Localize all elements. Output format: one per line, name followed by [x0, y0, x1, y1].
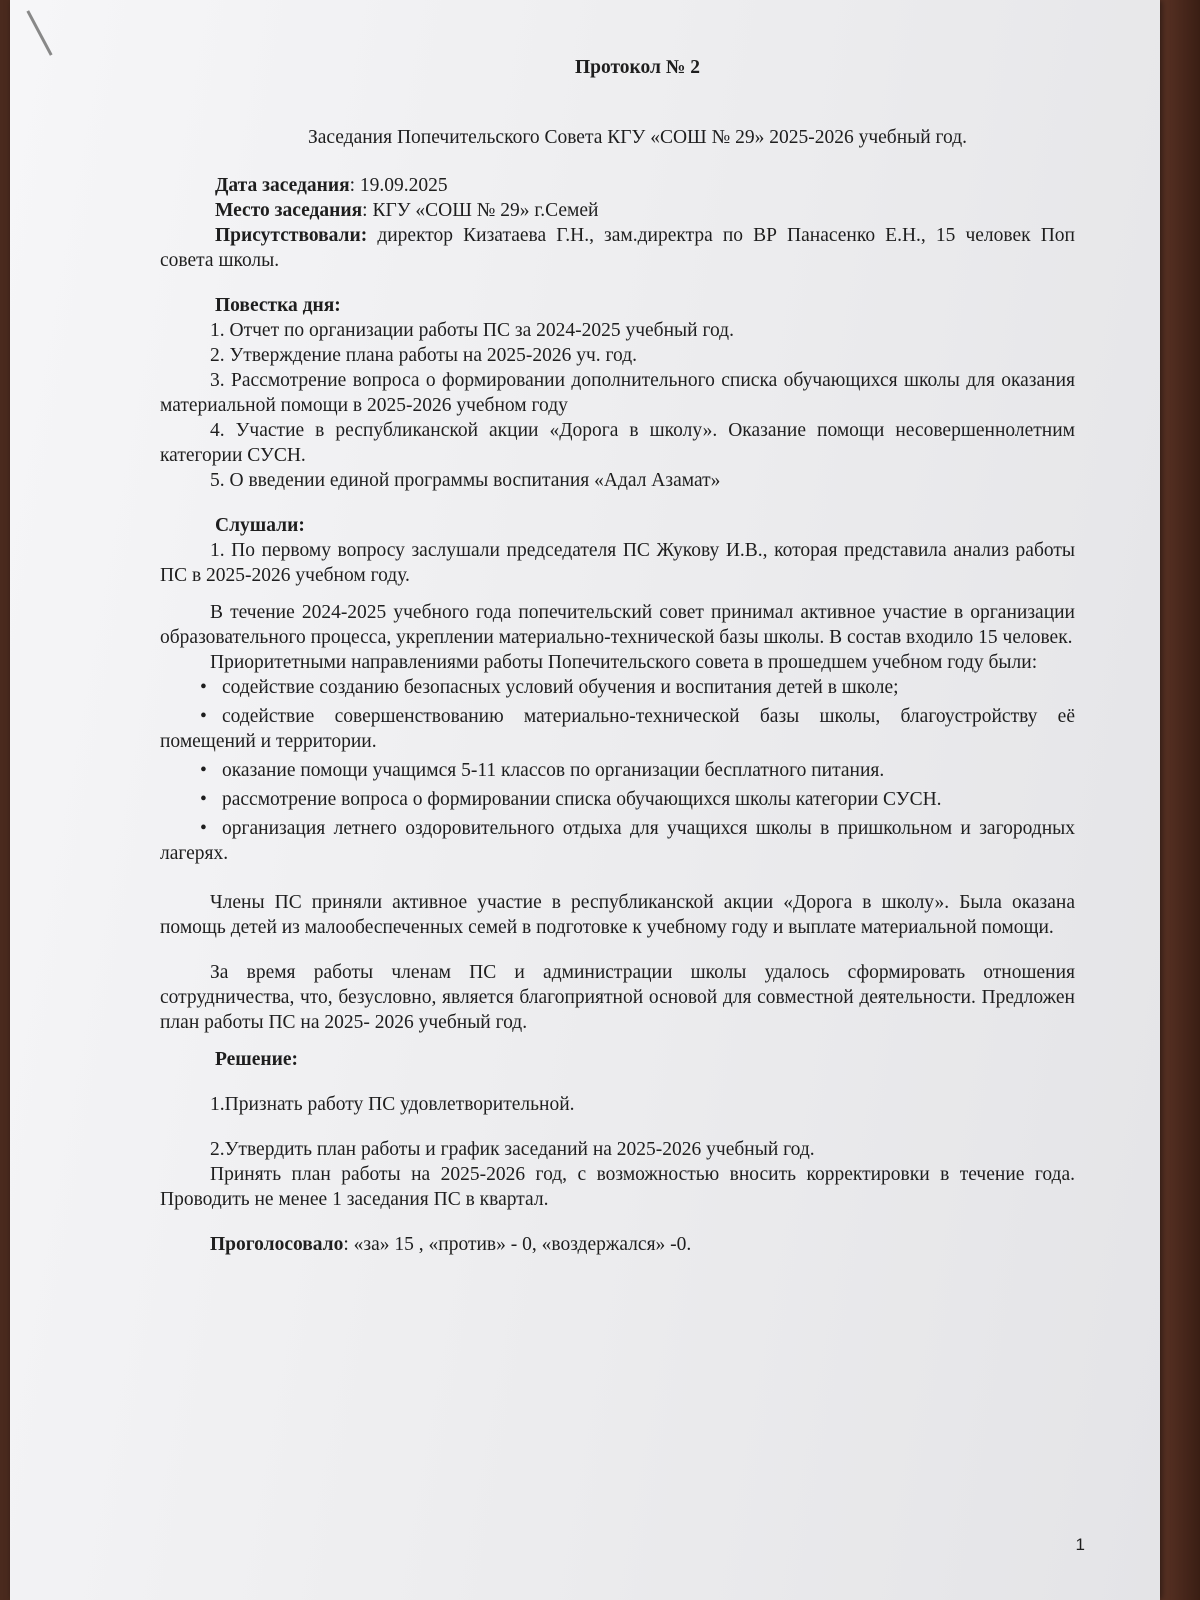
list-item	[160, 787, 1075, 812]
page-number: 1	[1075, 1535, 1085, 1554]
document-subtitle: Заседания Попечительского Совета КГУ «СОШ № 29» 2025-2026 учебный год.	[307, 127, 968, 148]
document-body	[160, 55, 1075, 1257]
meeting-date	[160, 173, 1075, 198]
list-item-text: оказание помощи учащимся 5-11 классов по организации бесплатного питания.	[222, 760, 885, 781]
decision-detail: Принять план работы на 2025-2026 год, с возможностью вносить корректировки в течение года. Проводить не менее 1 заседания ПС в квартал.	[160, 1164, 1075, 1210]
attendees	[160, 223, 1075, 273]
list-item-text: организация летнего оздоровительного отдыха для учащихся школы в пришкольном и загородных лагерях.	[160, 818, 1075, 864]
list-item	[160, 816, 1075, 866]
agenda-item: 4. Участие в республиканской акции «Дорога в школу». Оказание помощи несовершеннолетним категории СУСН.	[160, 420, 1075, 466]
bullet-icon: •	[200, 706, 207, 727]
agenda-item: 5. О введении единой программы воспитания «Адал Азамат»	[210, 470, 721, 491]
bullet-icon: •	[200, 677, 207, 698]
list-item-text: рассмотрение вопроса о формировании списка обучающихся школы категории СУСН.	[222, 789, 942, 810]
agenda-heading-text: Повестка дня:	[215, 295, 341, 316]
decision-heading	[160, 1047, 1075, 1072]
paragraph: За время работы членам ПС и администрации школы удалось сформировать отношения сотрудничества, что, безусловно, является благоприятной основой для совместной деятельности. Предложен план работы ПС на 2025- 2026 учебный год.	[160, 962, 1075, 1033]
vote-value: : «за» 15 , «против» - 0, «воздержался» -0.	[343, 1234, 692, 1255]
list-item	[160, 758, 1075, 783]
agenda-item: 1. Отчет по организации работы ПС за 2024-2025 учебный год.	[210, 320, 734, 341]
list-item	[160, 675, 1075, 700]
vote-label: Проголосовало	[210, 1234, 344, 1255]
desk-background	[1160, 0, 1200, 1600]
heard-item: 1. По первому вопросу заслушали председателя ПС Жукову И.В., которая представила анализ работы ПС в 2025-2026 учебном году.	[160, 540, 1075, 586]
list-item-text: содействие созданию безопасных условий обучения и воспитания детей в школе;	[222, 677, 899, 698]
agenda-item: 3. Рассмотрение вопроса о формировании дополнительного списка обучающихся школы для оказания материальной помощи в 2025-2026 учебном году	[160, 370, 1075, 416]
bullet-icon: •	[200, 760, 207, 781]
paragraph: В течение 2024-2025 учебного года попечительский совет принимал активное участие в организации образовательного процесса, укреплении материально-технической базы школы. В состав входило 15 человек.	[160, 602, 1075, 648]
decision-item: 1.Признать работу ПС удовлетворительной.	[210, 1094, 575, 1115]
meeting-place-label: Место заседания	[215, 200, 363, 221]
staple-mark	[26, 10, 52, 56]
meeting-place-value: : КГУ «СОШ № 29» г.Семей	[362, 200, 599, 221]
document-page	[10, 0, 1160, 1600]
attendees-value: директор Кизатаева Г.Н., зам.директра по ВР Панасенко Е.Н., 15 человек Поп совета школы.	[160, 225, 1075, 271]
paragraph: Члены ПС приняли активное участие в республиканской акции «Дорога в школу». Была оказана помощь детей из малообеспеченных семей в подготовке к учебному году и выплате материальной помощи.	[160, 892, 1075, 938]
decision-item: 2.Утвердить план работы и график заседаний на 2025-2026 учебный год.	[210, 1139, 815, 1160]
list-item-text: содействие совершенствованию материально-технической базы школы, благоустройству её помещений и территории.	[160, 706, 1075, 752]
bullet-icon: •	[200, 789, 207, 810]
attendees-label: Присутствовали:	[215, 225, 368, 246]
meeting-date-value: : 19.09.2025	[349, 175, 448, 196]
heard-heading	[160, 513, 1075, 538]
agenda-item: 2. Утверждение плана работы на 2025-2026 уч. год.	[210, 345, 638, 366]
meeting-date-label: Дата заседания	[215, 175, 350, 196]
priority-list	[160, 675, 1075, 866]
decision-heading-text: Решение:	[215, 1049, 299, 1070]
vote-result	[160, 1232, 1075, 1257]
meeting-place	[160, 198, 1075, 223]
list-item	[160, 704, 1075, 754]
agenda-heading	[160, 293, 1075, 318]
document-title: Протокол № 2	[574, 57, 701, 78]
heard-heading-text: Слушали:	[215, 515, 305, 536]
paragraph: Приоритетными направлениями работы Попечительского совета в прошедшем учебном году были:	[210, 652, 1038, 673]
bullet-icon: •	[200, 818, 207, 839]
